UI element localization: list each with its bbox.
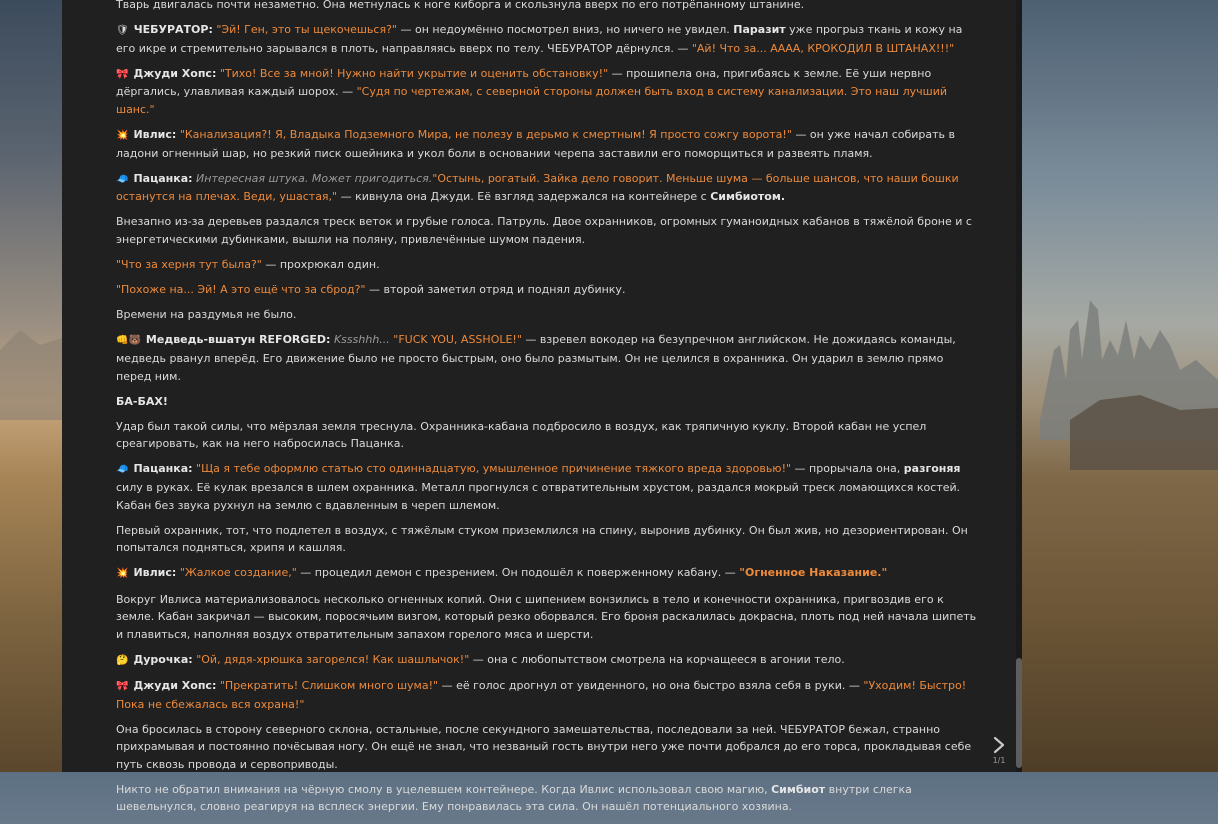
narration-text: Удар был такой силы, что мёрзлая земля треснула. Охранника-кабана подбросило в воздух, как тряпичную куклу. Второй кабан не успел среагировать, как на него набросилась Пацанка.	[116, 419, 927, 451]
speaker-name: Медведь-вшатун REFORGED:	[145, 333, 331, 347]
narration-text: — кивнула она Джуди. Её взгляд задержался на контейнере с	[337, 190, 711, 204]
chat-message	[116, 65, 982, 119]
speaker-emoji-icon: 🎀	[116, 68, 129, 80]
chat-message	[116, 170, 982, 206]
bold-text: разгоняя	[903, 462, 961, 476]
italic-text: Интересная штука. Может пригодиться.	[196, 171, 433, 185]
speaker-emoji-icon: 💥	[116, 130, 129, 142]
chat-message	[116, 331, 982, 385]
speaker-name: Пацанка:	[133, 462, 193, 476]
dialogue-quote: "Остынь, рогатый. Зайка дело говорит. Меньше шума — больше шансов, что наши бошки останутся на плечах. Веди, ушастая,"	[116, 171, 959, 204]
dialogue-quote: "Что за херня тут была?"	[116, 258, 262, 272]
speaker-name: Ивлис:	[133, 128, 177, 142]
dialogue-quote: "Ща я тебе оформлю статью сто одиннадцатую, умышленное причинение тяжкого вреда здоровью!"	[196, 462, 792, 476]
chat-message	[116, 460, 982, 514]
chat-message	[116, 0, 982, 14]
narration-text: Никто не обратил внимания на чёрную смолу в уцелевшем контейнере. Когда Ивлис использовал свою магию,	[116, 782, 772, 796]
scrollbar-thumb[interactable]	[1016, 658, 1022, 768]
narration-text: — её голос дрогнул от увиденного, но она быстро взяла себя в руки. —	[438, 678, 864, 692]
speaker-emoji-icon: 🎀	[116, 680, 129, 692]
bold-text: БА-БАХ!	[116, 394, 168, 408]
narration-text: Времени на раздумья не было.	[116, 308, 297, 322]
narration-text: Тварь двигалась почти незаметно. Она метнулась к ноге киборга и скользнула вверх по его потрёпанному штанине.	[116, 0, 805, 11]
narration-text: силу в руках. Её кулак врезался в шлем охранника. Металл прогнулся с отвратительным хрустом, раздался мокрый треск ломающихся костей. Кабан без звука рухнул на землю с вдавленным в череп шлемом.	[116, 481, 961, 512]
chat-message	[116, 651, 982, 670]
chat-message	[116, 591, 982, 644]
bold-quote: "Огненное Наказание."	[739, 566, 888, 580]
narration-text: уже прогрыз ткань и кожу на его икре и стремительно зарывался в плоть, направляясь вверх по телу. ЧЕБУРАТОР дёрнулся. —	[116, 23, 963, 55]
dialogue-quote: "Канализация?! Я, Владыка Подземного Мира, не полезу в дерьмо к смертным! Я просто сожгу ворота!"	[179, 128, 792, 142]
chevron-right-icon	[988, 734, 1010, 756]
dialogue-quote: "Жалкое создание,"	[179, 566, 297, 580]
speaker-name: Джуди Хопс:	[133, 66, 217, 80]
chat-message	[116, 21, 982, 57]
dialogue-quote: "Ай! Что за... АААА, КРОКОДИЛ В ШТАНАХ!!!"	[691, 41, 955, 55]
chat-message	[116, 522, 982, 557]
dialogue-quote: "Эй! Ген, это ты щекочешься?"	[216, 23, 397, 37]
speaker-name: Ивлис:	[133, 566, 177, 580]
narration-text: — взревел вокодер на безупречном английском. Не дожидаясь команды, медведь рванул вперёд. Его движение было не просто быстрым, оно было размытым. Он не целился в охранника. Он ударил в землю прямо перед ним.	[116, 333, 956, 383]
next-page-button[interactable]	[988, 734, 1010, 756]
chat-message	[116, 393, 982, 411]
narration-text: — процедил демон с презрением. Он подошёл к поверженному кабану. —	[296, 566, 740, 580]
chat-message	[116, 677, 982, 713]
speaker-name: ЧЕБУРАТОР:	[133, 23, 213, 37]
bold-text: Симбиот	[771, 782, 826, 796]
chat-message	[116, 306, 982, 324]
narration-text: Первый охранник, тот, что подлетел в воздух, с тяжёлым стуком приземлился на спину, выронив дубинку. Он был жив, но дезориентирован. Он попытался подняться, хрипя и кашляя.	[116, 523, 968, 555]
narration-text: — он недоумённо посмотрел вниз, но ничего не увидел.	[396, 23, 734, 37]
chat-message	[116, 564, 982, 583]
narration-text: — прохрюкал один.	[261, 258, 380, 272]
chat-message	[116, 213, 982, 248]
speaker-emoji-icon: 🤔	[116, 654, 129, 666]
chat-message	[116, 418, 982, 453]
narration-text: Внезапно из-за деревьев раздался треск веток и грубые голоса. Патруль. Двое охранников, огромных гуманоидных кабанов в тяжёлой броне и с энергетическими дубинками, вышли на поляну, привлечённые шумом падения.	[116, 215, 972, 247]
chat-message	[116, 721, 982, 774]
page-counter: 1/1	[992, 756, 1006, 765]
chat-message	[116, 126, 982, 162]
chat-message	[116, 281, 982, 299]
narration-text: — прорычала она,	[791, 462, 904, 476]
dialogue-quote: "Судя по чертежам, с северной стороны должен быть вход в систему канализации. Это наш лучший шанс."	[116, 85, 947, 116]
speaker-emoji-icon: 👊🐻	[116, 335, 141, 347]
italic-text: Kssshhh...	[333, 333, 390, 347]
speaker-emoji-icon: 💥	[116, 568, 129, 580]
narration-text: Вокруг Ивлиса материализовалось несколько огненных копий. Они с шипением вонзились в тело и конечности охранника, пригвоздив его к земле. Кабан закричал — высоким, поросячьим визгом, который резко оборвался. Его броня раскалилась докрасна, плоть под ней начала шипеть и плавиться, наполняя воздух отвратительным запахом горелого мяса и шерсти.	[116, 592, 977, 641]
chat-panel	[62, 0, 1022, 814]
speaker-emoji-icon: 🧢	[116, 173, 129, 185]
speaker-emoji-icon: 🧢	[116, 464, 129, 476]
dialogue-quote: "Уходим! Быстро! Пока не сбежалась вся охрана!"	[116, 678, 967, 711]
bold-text: Паразит	[733, 23, 786, 37]
dialogue-quote: "Ой, дядя-хрюшка загорелся! Как шашлычок!"	[196, 652, 470, 666]
narration-text: Она бросилась в сторону северного склона, остальные, после секундного замешательства, последовали за ней. ЧЕБУРАТОР бежал, странно прихрамывая и постоянно почёсывая ногу. Он ещё не знал, что незваный гость внутри него уже почти добрался до его торса, прокладывая себе путь сквозь провода и сервоприводы.	[116, 722, 972, 771]
dialogue-quote: "FUCK YOU, ASSHOLE!"	[389, 333, 522, 347]
narration-text: — она с любопытством смотрела на корчащееся в агонии тело.	[469, 652, 845, 666]
chat-message	[116, 256, 982, 274]
dialogue-quote: "Прекратить! Слишком много шума!"	[219, 678, 439, 692]
speaker-name: Пацанка:	[133, 171, 193, 185]
message-list	[116, 0, 982, 824]
bold-text: Симбиотом.	[710, 190, 786, 204]
scrollbar-track[interactable]	[1016, 0, 1022, 772]
narration-text: — он уже начал собирать в ладони огненный шар, но резкий писк ошейника и укол боли в основании черепа заставили его поморщиться и развеять пламя.	[116, 128, 956, 160]
speaker-name: Дурочка:	[133, 652, 193, 666]
speaker-name: Джуди Хопс:	[133, 678, 217, 692]
chat-message	[116, 781, 982, 816]
dialogue-quote: "Тихо! Все за мной! Нужно найти укрытие и оценить обстановку!"	[219, 66, 609, 80]
narration-text: — прошипела она, пригибаясь к земле. Её уши нервно дёргались, улавливая каждый шорох. —	[116, 66, 932, 99]
speaker-emoji-icon: 🛡	[116, 25, 129, 37]
narration-text: внутри слегка шевельнулся, словно реагируя на всплеск энергии. Ему понравилась эта сила. Он нашёл потенциального хозяина.	[116, 782, 912, 814]
narration-text: — второй заметил отряд и поднял дубинку.	[365, 283, 626, 297]
dialogue-quote: "Похоже на... Эй! А это ещё что за сброд?"	[116, 283, 366, 297]
